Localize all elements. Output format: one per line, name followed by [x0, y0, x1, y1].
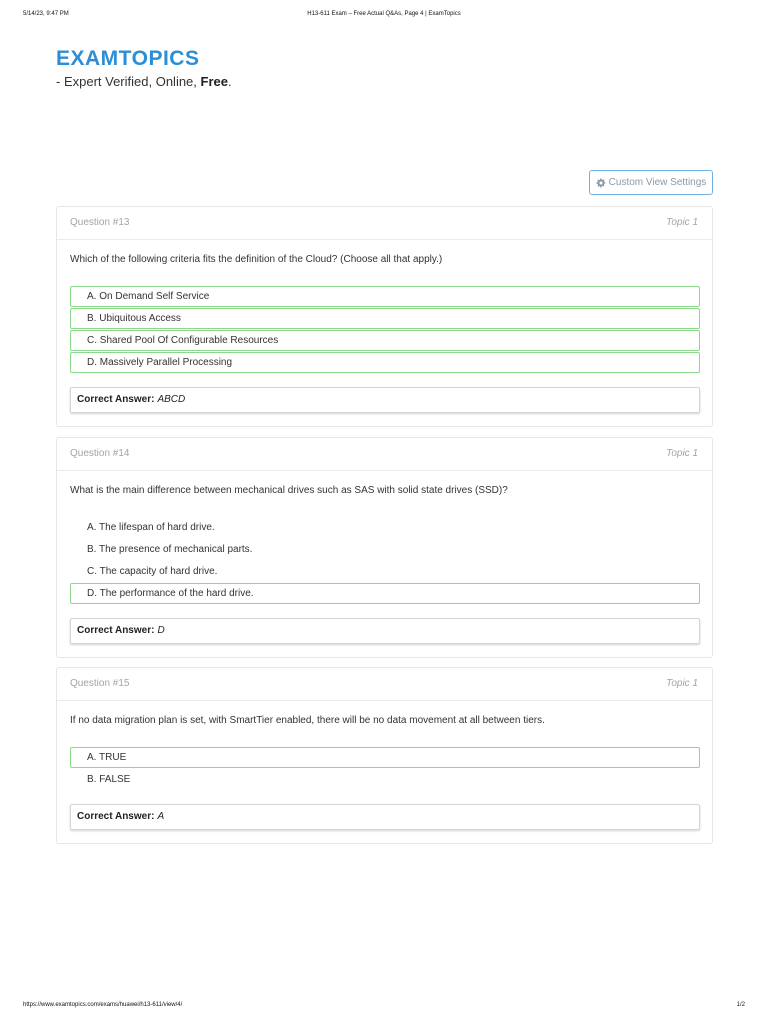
correct-answer-box	[70, 618, 700, 644]
answer-option[interactable]: B. The presence of mechanical parts.	[87, 544, 253, 555]
question-topic: Topic 1	[666, 448, 698, 459]
correct-answer-label: Correct Answer:	[77, 811, 155, 822]
question-text: If no data migration plan is set, with SmartTier enabled, there will be no data movement at all between tiers.	[70, 715, 545, 726]
correct-answer-value: D	[157, 625, 165, 636]
print-url: https://www.examtopics.com/exams/huawei/h13-611/view/4/	[23, 1002, 183, 1008]
correct-answer-box	[70, 804, 700, 830]
brand-block	[56, 47, 232, 90]
answer-option[interactable]: C. Shared Pool Of Configurable Resources	[70, 330, 700, 351]
correct-answer-value: ABCD	[157, 394, 186, 405]
print-footer	[0, 1002, 768, 1012]
answer-option[interactable]: A. TRUE	[70, 747, 700, 768]
print-datetime: 5/14/23, 9:47 PM	[23, 11, 69, 17]
question-number: Question #14	[70, 448, 130, 459]
tagline-suffix: .	[227, 74, 232, 89]
answer-option[interactable]: B. Ubiquitous Access	[70, 308, 700, 329]
question-number: Question #13	[70, 217, 130, 228]
answer-option[interactable]: B. FALSE	[87, 774, 131, 785]
answer-option[interactable]: A. On Demand Self Service	[70, 286, 700, 307]
custom-view-settings-button[interactable]	[589, 170, 713, 195]
answer-option[interactable]: D. Massively Parallel Processing	[70, 352, 700, 373]
print-page-title: H13-611 Exam – Free Actual Q&As, Page 4 | ExamTopics	[307, 11, 461, 17]
site-tagline	[56, 74, 232, 90]
tagline-bold: Free	[200, 74, 228, 89]
question-header	[57, 668, 712, 701]
correct-answer-label: Correct Answer:	[77, 394, 155, 405]
tagline-prefix: - Expert Verified, Online,	[56, 74, 201, 89]
question-header	[57, 438, 712, 471]
question-number: Question #15	[70, 678, 130, 689]
answer-option[interactable]: D. The performance of the hard drive.	[70, 583, 700, 604]
custom-view-settings-label: Custom View Settings	[608, 177, 707, 188]
question-topic: Topic 1	[666, 678, 698, 689]
question-topic: Topic 1	[666, 217, 698, 228]
print-header	[0, 11, 768, 21]
correct-answer-box	[70, 387, 700, 413]
question-header	[57, 207, 712, 240]
question-card	[56, 437, 713, 658]
question-card	[56, 667, 713, 844]
correct-answer-value: A	[157, 811, 165, 822]
question-text: Which of the following criteria fits the definition of the Cloud? (Choose all that apply.)	[70, 254, 443, 265]
answer-option[interactable]: A. The lifespan of hard drive.	[87, 522, 215, 533]
site-logo[interactable]: EXAMTOPICS	[56, 47, 200, 70]
gear-icon	[596, 178, 606, 188]
question-text: What is the main difference between mechanical drives such as SAS with solid state drives (SSD)?	[70, 485, 508, 496]
correct-answer-label: Correct Answer:	[77, 625, 155, 636]
print-page-number: 1/2	[736, 1002, 745, 1008]
question-card	[56, 206, 713, 427]
answer-option[interactable]: C. The capacity of hard drive.	[87, 566, 218, 577]
